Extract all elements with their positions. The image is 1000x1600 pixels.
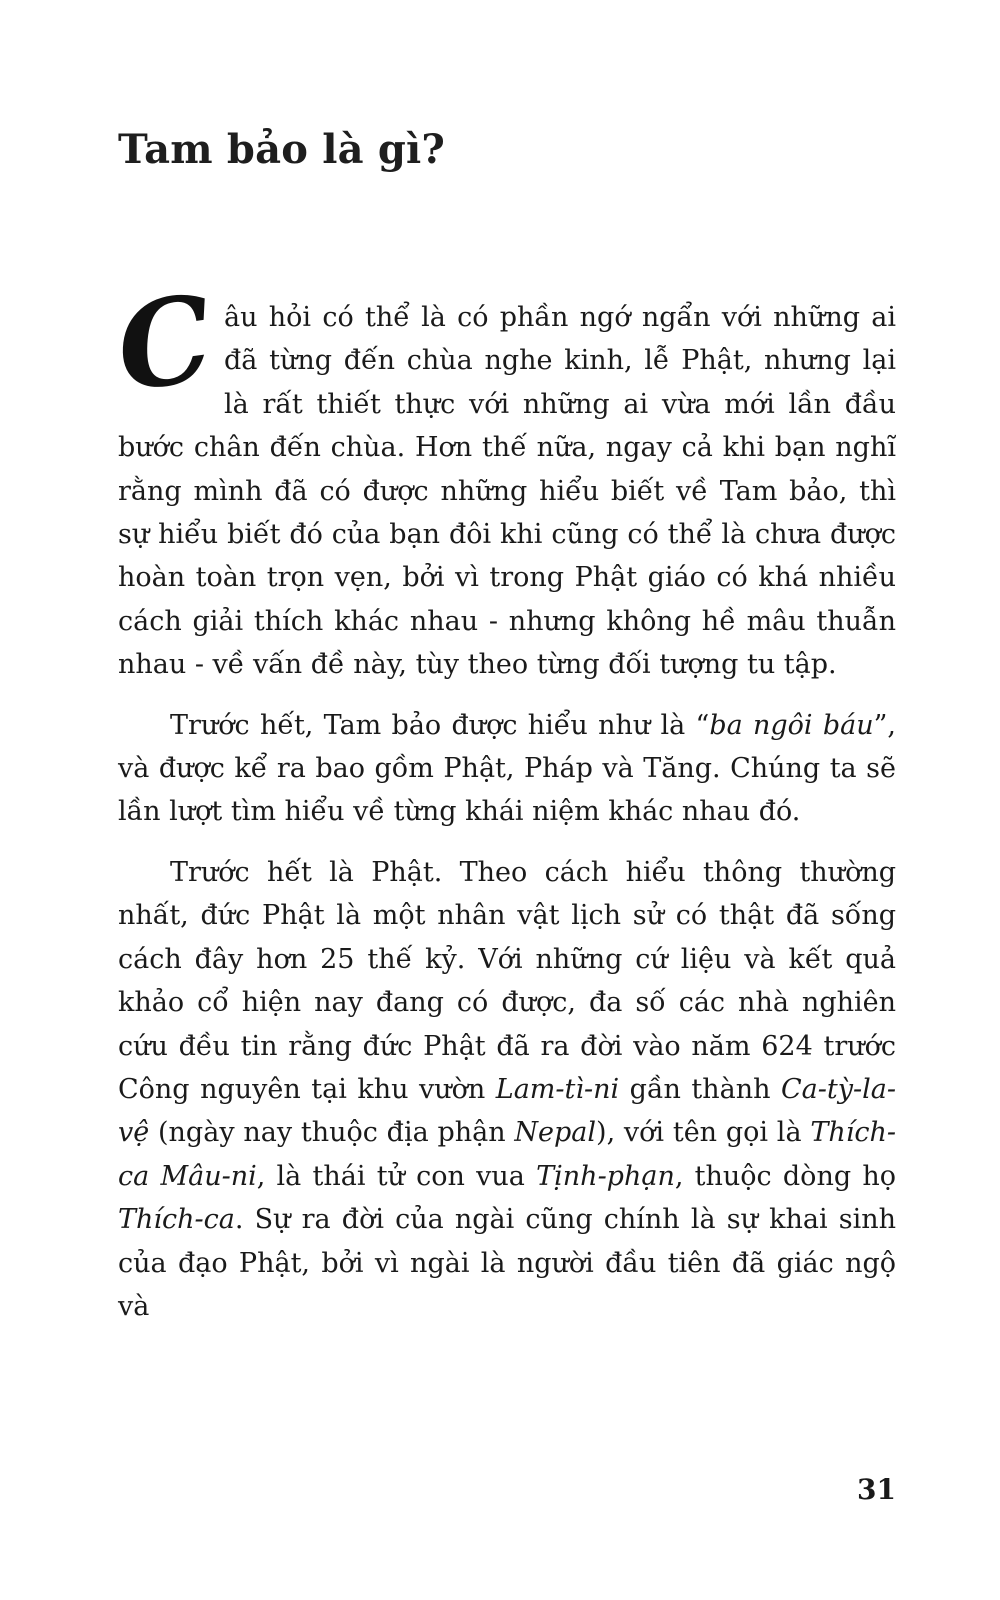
paragraph-2-text-c: ”, và được kể ra bao gồm Phật, Pháp và Tăng. Chúng ta sẽ lần lượt tìm hiểu về từng khái niệm khác nhau đó. xyxy=(118,709,896,828)
paragraph-3-text-a: Trước hết là Phật. Theo cách hiểu thông thường nhất, đức Phật là một nhân vật lịch sử có thật đã sống cách đây hơn 25 thế kỷ. Với những cứ liệu và kết quả khảo cổ hiện nay đang có được, đa số các nhà nghiên cứu đều tin rằng đức Phật đã ra đời vào năm 624 trước Công nguyên tại khu vườn xyxy=(118,856,896,1105)
paragraph-3-italic-lam-ti-ni: Lam-tì-ni xyxy=(495,1073,620,1105)
page-number: 31 xyxy=(857,1473,896,1506)
paragraph-3 xyxy=(118,851,896,1328)
paragraph-3-italic-thich-ca: Thích-ca xyxy=(118,1204,235,1236)
paragraph-3-text-g: ), với tên gọi là xyxy=(596,1117,811,1149)
paragraph-1-text: âu hỏi có thể là có phần ngớ ngẩn với những ai đã từng đến chùa nghe kinh, lễ Phật, nhưng lại là rất thiết thực với những ai vừa mới lần đầu bước chân đến chùa. Hơn thế nữa, ngay cả khi bạn nghĩ rằng mình đã có được những hiểu biết về Tam bảo, thì sự hiểu biết đó của bạn đôi khi cũng có thể là chưa được hoàn toàn trọn vẹn, bởi vì trong Phật giáo có khá nhiều cách giải thích khác nhau - nhưng không hề mâu thuẫn nhau - về vấn đề này, tùy theo từng đối tượng tu tập. xyxy=(118,302,896,681)
paragraph-1 xyxy=(108,267,896,687)
paragraph-2 xyxy=(118,704,896,834)
paragraph-3-text-m: . Sự ra đời của ngài cũng chính là sự khai sinh của đạo Phật, bởi vì ngài là người đầu tiên đã giác ngộ và xyxy=(118,1204,896,1322)
page-title: Tam bảo là gì? xyxy=(118,126,446,173)
dropcap-letter: C xyxy=(108,267,221,419)
paragraph-3-text-c: gần thành xyxy=(619,1073,782,1105)
book-page xyxy=(108,0,896,1600)
paragraph-3-italic-thich-ca-mau-ni: Thích-ca Mâu-ni xyxy=(118,1117,896,1192)
paragraph-3-text-k: , thuộc dòng họ xyxy=(674,1160,896,1192)
paragraph-3-text-i: , là thái tử con vua xyxy=(256,1160,537,1192)
paragraph-3-text-e: (ngày nay thuộc địa phận xyxy=(149,1117,515,1149)
paragraph-2-italic-ba-ngoi-bau: ba ngôi báu xyxy=(709,709,874,741)
paragraph-3-italic-tinh-phan: Tịnh-phạn xyxy=(536,1160,675,1192)
paragraph-3-italic-ca-ty-la-ve: Ca-tỳ-la-vệ xyxy=(118,1073,896,1149)
paragraph-2-text-a: Trước hết, Tam bảo được hiểu như là “ xyxy=(170,709,710,741)
body-text xyxy=(108,267,896,1328)
paragraph-3-italic-nepal: Nepal xyxy=(514,1117,597,1149)
